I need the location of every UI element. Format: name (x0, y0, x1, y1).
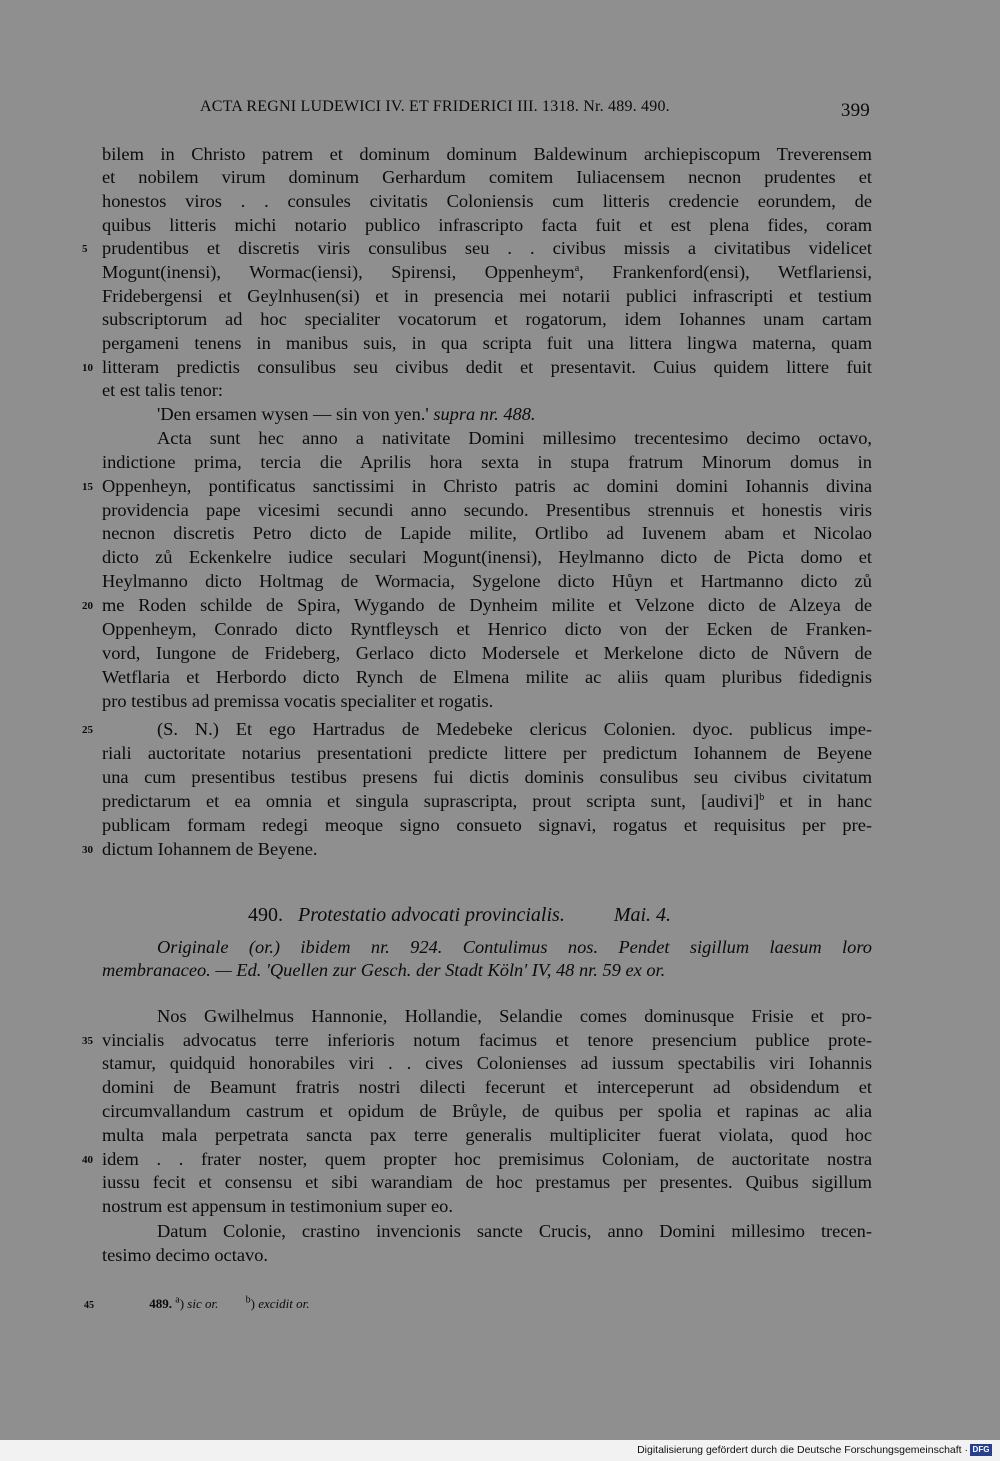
document-heading (248, 904, 671, 927)
text-line: Nos Gwilhelmus Hannonie, Hollandie, Selandie comes dominusque Frisie et pro- (157, 1006, 872, 1026)
text-line: Oppenheym, Conrado dicto Ryntfleysch et Henrico dicto von der Ecken de Franken- (102, 619, 872, 639)
text-line: dictum Iohannem de Beyene. (102, 839, 318, 859)
line-number: 40 (82, 1154, 93, 1166)
line-number: 30 (82, 844, 93, 856)
cross-reference: supra nr. 488. (433, 404, 536, 424)
text-line: et nobilem virum dominum Gerhardum comitem Iuliacensem necnon prudentes et (102, 167, 872, 187)
text-line: Fridebergensi et Geylnhusen(si) et in presencia mei notarii publici infrascripti et testium (102, 286, 872, 306)
text-line: prudentibus et discretis viris consulibus seu . . civibus missis a civitatibus videlicet (102, 238, 872, 258)
text-segment: Mogunt(inensi), Wormac(iensi), Spirensi, Oppenheym (102, 262, 575, 282)
text-line: idem . . frater noster, quem propter hoc premisimus Coloniam, de auctoritate nostra (102, 1149, 872, 1169)
bottom-bar (0, 1440, 1000, 1461)
text-line: circumvallandum castrum et opidum de Brůyle, de quibus per spolia et rapinas ac alia (102, 1101, 872, 1121)
line-number: 45 (84, 1300, 94, 1311)
text-line (102, 261, 872, 285)
text-segment: predictarum et ea omnia et singula suprascripta, prout scripta sunt, [audivi] (102, 791, 760, 811)
footnote-mark: a (175, 1294, 180, 1306)
text-segment: 'Den ersamen wysen — sin von yen.' (157, 404, 429, 424)
funding-credit: Digitalisierung gefördert durch die Deutsche Forschungsgemeinschaft · (637, 1444, 968, 1456)
text-line: quibus litteris michi notario publico infrascripto facta fuit et est plena fides, coram (102, 215, 872, 235)
text-line: bilem in Christo patrem et dominum dominum Baldewinum archiepiscopum Treverensem (102, 144, 872, 164)
text-segment: et in hanc (764, 791, 872, 811)
line-number: 5 (82, 243, 88, 255)
text-line: pergameni tenens in manibus suis, in qua scripta fuit una littera lingwa materna, quam (102, 333, 872, 353)
text-line: nostrum est appensum in testimonium super eo. (102, 1196, 453, 1216)
text-line: providencia pape vicesimi secundi anno secundo. Presentibus strennuis et honestis viris (102, 500, 872, 520)
text-line (102, 790, 872, 814)
document-number: 490. (248, 904, 283, 926)
text-line: honestos viros . . consules civitatis Coloniensis cum litteris credencie eorundem, de (102, 191, 872, 211)
line-number: 15 (82, 481, 93, 493)
text-line: una cum presentibus testibus presens fui dictis dominis consulibus seu civibus civitatum (102, 767, 872, 787)
text-line: pro testibus ad premissa vocatis specialiter et rogatis. (102, 691, 494, 711)
footnote-text: excidit or. (258, 1296, 310, 1311)
footnote: 45 489. $^a$) sic or. $^b$) excidit or. (84, 1294, 310, 1311)
text-line: dicto zů Eckenkelre iudice seculari Mogunt(inensi), Heylmanno dicto de Picta domo et (102, 547, 872, 567)
text-segment: , Frankenford(ensi), Wetflariensi, (579, 262, 872, 282)
text-line: subscriptorum ad hoc specialiter vocatorum et rogatorum, idem Iohannes unam cartam (102, 309, 872, 329)
line-number: 25 (82, 724, 93, 736)
text-line: multa mala perpetrata sancta pax terre generalis multipliciter fuerat violata, quod hoc (102, 1125, 872, 1145)
footnote-mark: b (759, 791, 765, 803)
source-note: membranaceo. — Ed. 'Quellen zur Gesch. der Stadt Köln' IV, 48 nr. 59 ex or. (102, 960, 666, 980)
text-line: riali auctoritate notarius presentationi predicte littere per predictum Iohannem de Beyene (102, 743, 872, 763)
text-line: Acta sunt hec anno a nativitate Domini millesimo trecentesimo decimo octavo, (157, 428, 872, 448)
source-note: Originale (or.) ibidem nr. 924. Contulimus nos. Pendet sigillum laesum loro (157, 937, 872, 957)
text-line: (S. N.) Et ego Hartradus de Medebeke clericus Colonien. dyoc. publicus impe- (157, 719, 872, 739)
dfg-logo-icon: DFG (970, 1444, 992, 1456)
text-line: Oppenheyn, pontificatus sanctissimi in Christo patris ac domini domini Iohannis divina (102, 476, 872, 496)
footnote-text: sic or. (187, 1296, 219, 1311)
text-line: et est talis tenor: (102, 380, 224, 400)
footnote-mark: a (574, 262, 580, 274)
text-line: vord, Iungone de Frideberg, Gerlaco dicto Modersele et Merkelone dicto de Nůvern de (102, 643, 872, 663)
text-line: iussu fecit et consensu et sibi warandiam de hoc prestamus per presentes. Quibus sigillum (102, 1172, 872, 1192)
text-line: stamur, quidquid honorabiles viri . . cives Colonienses ad iussum spectabilis viri Iohannis (102, 1053, 872, 1073)
document-date: Mai. 4. (613, 904, 672, 926)
text-line: litteram predictis consulibus seu civibus dedit et presentavit. Cuius quidem littere fuit (102, 357, 872, 377)
text-line: Wetflaria et Herbordo dicto Rynch de Elmena milite ac aliis quam pluribus fidedignis (102, 667, 872, 687)
page-number: 399 (840, 100, 870, 121)
text-line: Heylmanno dicto Holtmag de Wormacia, Sygelone dicto Hůyn et Hartmanno dicto zů (102, 571, 872, 591)
text-line: indictione prima, tercia die Aprilis hora sexta in stupa fratrum Minorum domus in (102, 452, 872, 472)
text-line: necnon discretis Petro dicto de Lapide milite, Ortlibo ad Iuvenem abam et Nicolao (102, 523, 872, 543)
text-line: Datum Colonie, crastino invencionis sancte Crucis, anno Domini millesimo trecen- (157, 1221, 872, 1241)
running-title: ACTA REGNI LUDEWICI IV. ET FRIDERICI III. 1318. Nr. 489. 490. (200, 98, 670, 115)
document-title: Protestatio advocati provincialis. (298, 904, 565, 926)
text-line: tesimo decimo octavo. (102, 1245, 268, 1265)
line-number: 35 (82, 1035, 93, 1047)
text-line: vincialis advocatus terre inferioris notum facimus et tenore presencium publice prote- (102, 1030, 872, 1050)
line-number: 20 (82, 600, 93, 612)
text-line: publicam formam redegi meoque signo consueto signavi, rogatus et requisitus per pre- (102, 815, 872, 835)
footnote-reference: 489. (149, 1296, 172, 1311)
text-line: domini de Beamunt fratris nostri dilecti fecerunt et interceperunt ad obsidendum et (102, 1077, 872, 1097)
text-line (157, 403, 872, 427)
footnote-mark: b (245, 1294, 251, 1306)
line-number: 10 (82, 362, 93, 374)
text-line: me Roden schilde de Spira, Wygando de Dynheim milite et Velzone dicto de Alzeya de (102, 595, 872, 615)
